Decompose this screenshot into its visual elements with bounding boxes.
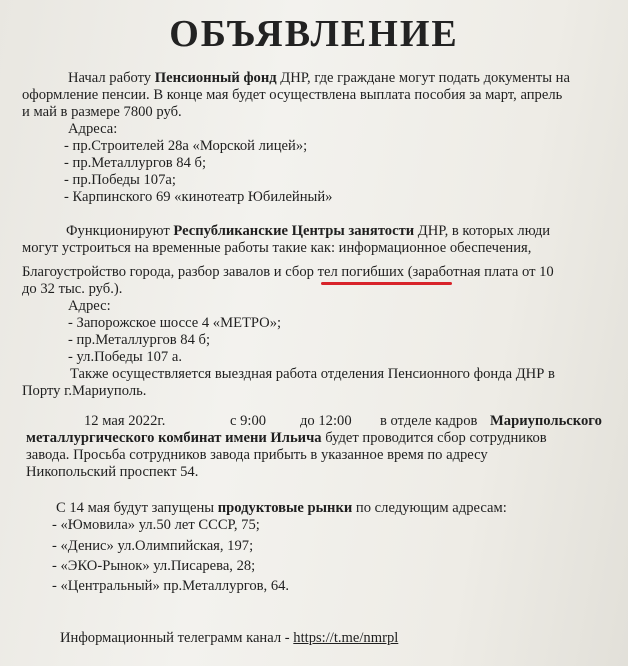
employment-address-label: Адрес: [68,298,111,314]
employment-line-2: могут устроиться на временные работы такие как: информационное обеспечения, [22,240,532,256]
footer-line [60,630,398,647]
meeting-from [230,413,266,430]
pension-address-3: - пр.Победы 107а; [64,172,176,188]
market-3: - «ЭКО-Рынок» ул.Писарева, 28; [52,558,256,574]
pension-address-2: - пр.Металлургов 84 б; [64,155,207,171]
meeting-date: 12 мая 2022г. [84,413,166,429]
markets-intro-pre: С 14 мая будут запущены [56,500,218,516]
markets-bold: продуктовые рынки [217,500,353,516]
pension-line-2: оформление пенсии. В конце мая будет осуществлена выплата пособия за март, апрель [22,87,563,103]
employment-line-1-post: ДНР, в которых люди [414,223,551,239]
mobile-work-line-1: Также осуществляется выездная работа отделения Пенсионного фонда ДНР в [70,366,555,382]
highlighted-phrase: сбор тел погибших [285,264,405,280]
meeting-org-1: Мариупольского [490,413,602,429]
telegram-link[interactable]: https://t.me/nmrpl [293,630,399,646]
pension-line-1 [68,70,570,87]
meeting-to: до 12:00 [300,413,352,429]
pension-line-3: и май в размере 7800 руб. [22,104,182,120]
pension-address-1: - пр.Строителей 28а «Морской лицей»; [64,138,308,154]
meeting-org-2: металлургического комбинат имени Ильича [26,430,322,446]
meeting-dept: в отделе кадров [380,413,478,429]
employment-address-1: - Запорожское шоссе 4 «МЕТРО»; [68,315,282,331]
employment-line-3-post: (заработная плата от 10 [404,264,554,280]
meeting-line-4: Никопольский проспект 54. [26,464,199,480]
market-4: - «Центральный» пр.Металлургов, 64. [52,578,290,594]
employment-line-1-pre: Функционируют [66,223,174,239]
employment-centers-bold: Республиканские Центры занятости [173,223,415,239]
page-title: ОБЪЯВЛЕНИЕ [169,13,459,55]
pension-fund-bold: Пенсионный фонд [154,70,277,86]
market-2: - «Денис» ул.Олимпийская, 197; [52,538,254,554]
employment-address-2: - пр.Металлургов 84 б; [68,332,211,348]
employment-address-3: - ул.Победы 107 а. [68,349,182,365]
employment-line-3-pre: Благоустройство города, разбор завалов и [22,264,286,280]
red-underline-highlight [321,282,452,285]
markets-intro [56,500,507,517]
pension-line-1-post: ДНР, где граждане могут подать документы на [276,70,570,86]
pension-address-4: - Карпинского 69 «кинотеатр Юбилейный» [64,189,333,205]
market-1: - «Юмовила» ул.50 лет СССР, 75; [52,517,260,533]
employment-line-3 [22,264,554,281]
pension-addresses-label: Адреса: [68,121,118,137]
meeting-line-2-post: будет проводится сбор сотрудников [321,430,547,446]
meeting-line-2 [26,430,547,447]
pension-line-1-pre: Начал работу [68,70,155,86]
mobile-work-line-2: Порту г.Мариуполь. [22,383,147,399]
footer-label: Информационный телеграмм канал - [60,630,294,646]
meeting-line-3: завода. Просьба сотрудников завода прибыть в указанное время по адресу [26,447,488,463]
markets-intro-post: по следующим адресам: [352,500,507,516]
employment-line-4: до 32 тыс. руб.). [22,281,123,297]
employment-line-1 [66,223,550,240]
meeting-from-text: с 9:00 [230,413,267,429]
